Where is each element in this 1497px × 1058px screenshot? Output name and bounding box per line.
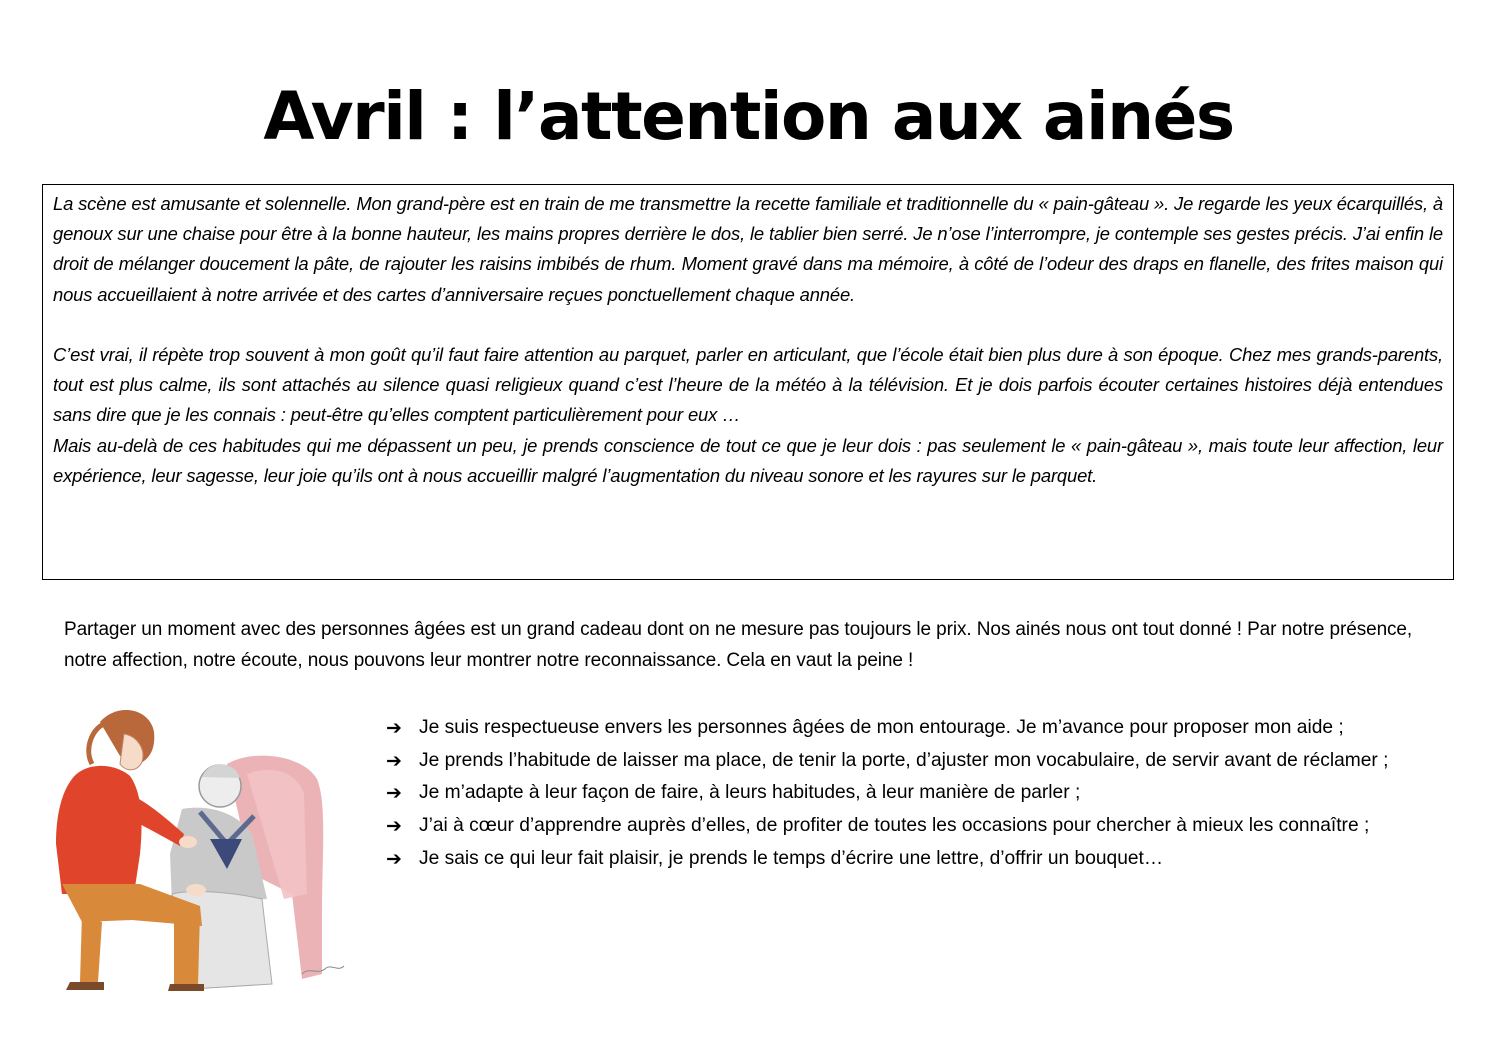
page-title: Avril : l’attention aux ainés	[263, 78, 1234, 155]
action-text: Je suis respectueuse envers les personnes âgées de mon entourage. Je m’avance pour proposer mon aide ;	[419, 717, 1344, 738]
arrow-right-icon: ➔	[386, 815, 402, 838]
list-item	[386, 843, 1466, 876]
list-item	[386, 712, 1466, 745]
story-paragraph-1: La scène est amusante et solennelle. Mon grand-père est en train de me transmettre la recette familiale et traditionnelle du « pain-gâteau ». Je regarde les yeux écarquillés, à genoux sur une chaise pour être à la bonne hauteur, les mains propres derrière le dos, le tablier bien serré. Je n’ose l’interrompre, je contemple ses gestes précis. J’ai enfin le droit de mélanger doucement la pâte, de rajouter les raisins imbibés de rhum. Moment gravé dans ma mémoire, à côté de l’odeur des draps en flanelle, des frites maison qui nous accueillaient à notre arrivée et des cartes d’anniversaire reçues ponctuellement chaque année.	[53, 193, 1443, 305]
story-paragraph-3: Mais au-delà de ces habitudes qui me dépassent un peu, je prends conscience de tout ce que je leur dois : pas seulement le « pain-gâteau », mais toute leur affection, leur expérience, leur sagesse, leur joie qu’ils ont à nous accueillir malgré l’augmentation du niveau sonore et les rayures sur le parquet.	[53, 434, 1443, 486]
list-item	[386, 810, 1466, 843]
arrow-right-icon: ➔	[386, 717, 402, 739]
story-box	[42, 184, 1454, 580]
action-list	[386, 712, 1466, 876]
illustration-young-woman-with-elderly-lady	[22, 694, 358, 994]
intro-text: Partager un moment avec des personnes âgées est un grand cadeau dont on ne mesure pas toujours le prix. Nos ainés nous ont tout donné ! Par notre présence, notre affection, notre écoute, nous pouvons leur montrer notre reconnaissance. Cela en vaut la peine !	[64, 619, 1413, 671]
list-item	[386, 777, 1466, 810]
story-paragraph-2: C’est vrai, il répète trop souvent à mon goût qu’il faut faire attention au parquet, parler en articulant, que l’école était bien plus dure à son époque. Chez mes grands-parents, tout est plus calme, ils sont attachés au silence quasi religieux quand c’est l’heure de la météo à la télévision. Et je dois parfois écouter certaines histoires déjà entendues sans dire que je les connais : peut-être qu’elles comptent particulièrement pour eux …	[53, 344, 1443, 426]
action-text: Je prends l’habitude de laisser ma place, de tenir la porte, d’ajuster mon vocabulaire, de servir avant de réclamer ;	[419, 749, 1389, 771]
action-text: J’ai à cœur d’apprendre auprès d’elles, de profiter de toutes les occasions pour chercher à mieux les connaître ;	[419, 815, 1370, 837]
list-item	[386, 745, 1466, 778]
arrow-right-icon: ➔	[386, 847, 402, 870]
action-text: Je sais ce qui leur fait plaisir, je prends le temps d’écrire une lettre, d’offrir un bouquet…	[419, 847, 1164, 869]
arrow-right-icon: ➔	[386, 749, 402, 772]
arrow-right-icon: ➔	[386, 782, 402, 805]
action-text: Je m’adapte à leur façon de faire, à leurs habitudes, à leur manière de parler ;	[419, 782, 1081, 804]
